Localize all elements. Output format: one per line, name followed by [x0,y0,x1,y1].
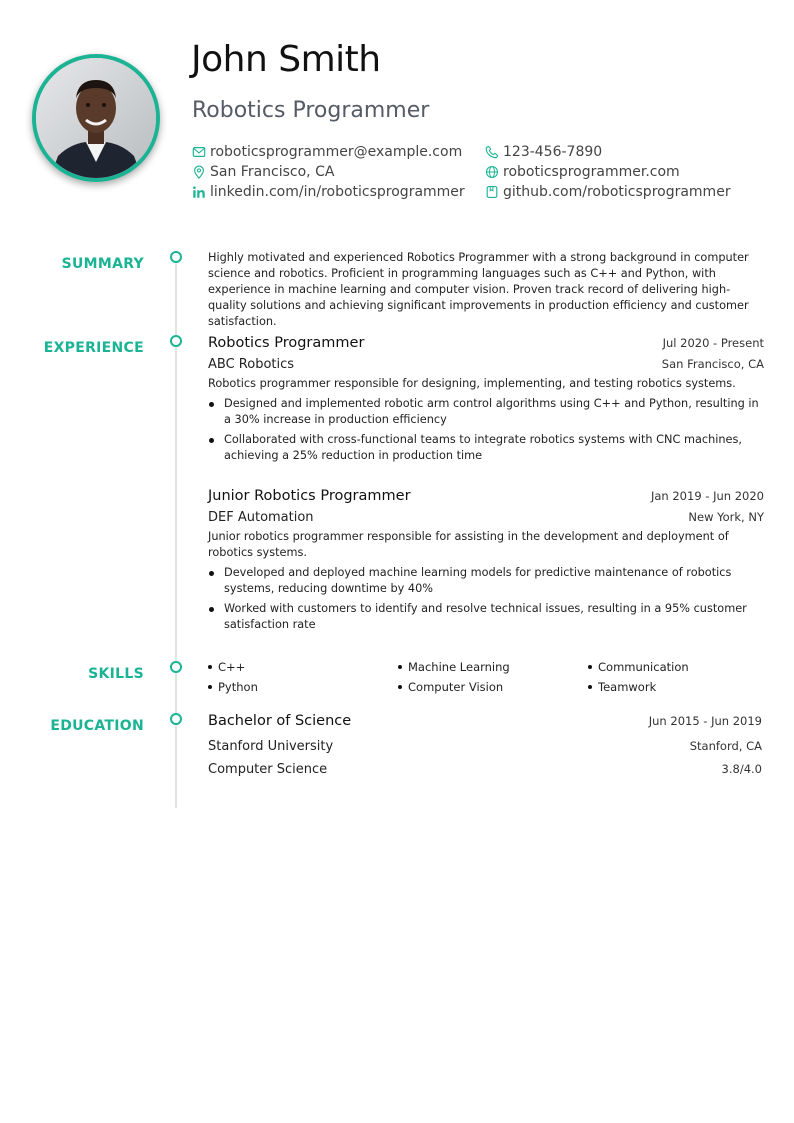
timeline-dot-skills [170,661,182,673]
job-dates: Jan 2019 - Jun 2020 [650,489,764,503]
job-location: New York, NY [688,510,764,524]
section-label-experience: EXPERIENCE [43,340,144,356]
avatar-photo [36,58,156,178]
education-dates: Jun 2015 - Jun 2019 [648,714,762,728]
job-bullets [208,565,764,633]
timeline-dot-experience [170,335,182,347]
globe-icon [485,165,499,179]
mail-icon [192,145,206,159]
timeline-dot-summary [170,251,182,263]
education-gpa: 3.8/4.0 [721,762,762,776]
education-field: Computer Science [208,762,328,777]
skill-text: Communication [598,660,689,674]
contact-linkedin-text: linkedin.com/in/roboticsprogrammer [210,184,465,200]
list-item [208,432,764,464]
education-location: Stanford, CA [689,739,762,753]
skill-text: C++ [218,660,246,674]
contact-email[interactable] [192,142,462,162]
bullet-text: Developed and deployed machine learning models for predictive maintenance of robotics systems, reducing downtime by 40% [224,566,732,595]
timeline-dot-education [170,713,182,725]
contact-linkedin[interactable] [192,182,465,202]
job-dates: Jul 2020 - Present [662,336,764,350]
github-icon [485,185,499,199]
education-header [208,713,762,729]
contact-phone[interactable] [485,142,602,162]
section-label-summary: SUMMARY [61,256,144,272]
contact-email-text: roboticsprogrammer@example.com [210,144,463,160]
job-company: DEF Automation [208,510,314,525]
linkedin-icon [192,185,206,199]
contact-website[interactable] [485,162,680,182]
skill-item [208,660,245,674]
avatar [36,58,156,178]
skill-item [398,680,503,694]
section-label-skills: SKILLS [88,666,144,682]
contact-github-text: github.com/roboticsprogrammer [503,184,731,200]
job-title: Junior Robotics Programmer [208,488,411,504]
skill-item [398,660,510,674]
education-degree: Bachelor of Science [208,713,352,729]
list-item [208,396,764,428]
job-location: San Francisco, CA [661,357,764,371]
candidate-name: John Smith [191,39,381,80]
bullet-text: Worked with customers to identify and resolve technical issues, resulting in a 95% customer satisfaction rate [224,602,747,631]
skill-text: Computer Vision [408,680,504,694]
bullet-text: Designed and implemented robotic arm control algorithms using C++ and Python, resulting in a 30% increase in production efficiency [224,397,759,426]
section-label-education: EDUCATION [50,718,144,734]
map-pin-icon [192,165,206,179]
phone-icon [485,145,499,159]
skill-item [588,680,656,694]
skill-text: Python [218,680,258,694]
education-school: Stanford University [208,739,334,754]
skill-item [588,660,689,674]
skill-text: Machine Learning [408,660,510,674]
contact-location [192,162,334,182]
contact-github[interactable] [485,182,731,202]
experience-entry [208,488,764,633]
experience-entry [208,335,764,464]
job-description: Robotics programmer responsible for designing, implementing, and testing robotics systems. [208,377,736,390]
contact-phone-text: 123-456-7890 [503,144,603,160]
list-item [208,565,764,597]
list-item [208,601,764,633]
job-description: Junior robotics programmer responsible for assisting in the development and deployment of robotics systems. [208,530,729,559]
education-field-row [208,762,762,777]
job-bullets [208,396,764,464]
contact-website-text: roboticsprogrammer.com [503,164,680,180]
contact-location-text: San Francisco, CA [210,164,335,180]
job-title: Robotics Programmer [208,335,365,351]
job-role: Robotics Programmer [192,98,430,123]
summary-text: Highly motivated and experienced Robotics Programmer with a strong background in computer science and robotics. Proficient in programming languages such as C++ and Python, with experience in machine learning and computer vision. Proven track record of delivering high-quality solutions and achieving significant improvements in production efficiency and customer satisfaction. [208,251,749,328]
bullet-text: Collaborated with cross-functional teams to integrate robotics systems with CNC machines, achieving a 25% reduction in production time [224,433,742,462]
skill-item [208,680,258,694]
education-school-row [208,739,762,754]
skill-text: Teamwork [598,680,657,694]
job-company: ABC Robotics [208,357,295,372]
